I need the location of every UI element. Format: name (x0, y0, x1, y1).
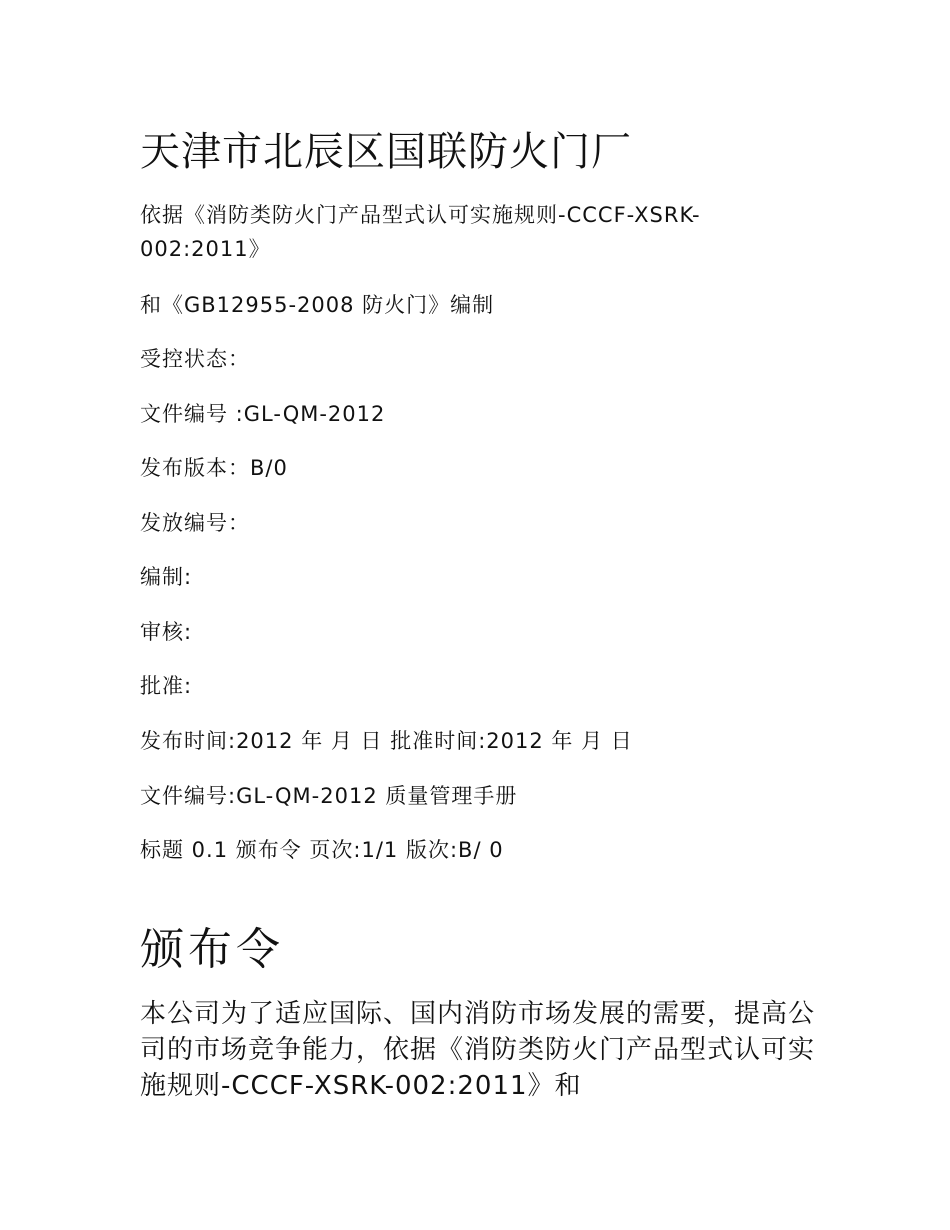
issue-number: 发放编号： (140, 511, 250, 535)
section-body: 本公司为了适应国际、国内消防市场发展的需要，提高公司的市场竞争能力，依据《消防类防火门产品型式认可实施规则-CCCF-XSRK-002:2011》和 (140, 999, 816, 1101)
section-title: 颁布令 (140, 924, 284, 975)
controlled-status: 受控状态： (140, 347, 250, 371)
prepared-by: 编制: (140, 565, 193, 589)
reviewed-by: 审核: (140, 620, 193, 644)
basis-line-2: 和《GB12955-2008 防火门》编制 (140, 293, 495, 317)
release-version: 发布版本：B/0 (140, 456, 288, 480)
document-title: 天津市北辰区国联防火门厂 (140, 129, 632, 175)
basis-line-1: 依据《消防类防火门产品型式认可实施规则-CCCF-XSRK-002:2011》 (140, 203, 701, 261)
release-approval-dates: 发布时间:2012 年 月 日 批准时间:2012 年 月 日 (140, 729, 633, 753)
file-number: 文件编号 :GL-QM-2012 (140, 402, 386, 426)
file-manual-line: 文件编号:GL-QM-2012 质量管理手册 (140, 784, 518, 808)
title-page-version-line: 标题 0.1 颁布令 页次:1/1 版次:B/ 0 (140, 838, 504, 862)
approved-by: 批准: (140, 674, 193, 698)
